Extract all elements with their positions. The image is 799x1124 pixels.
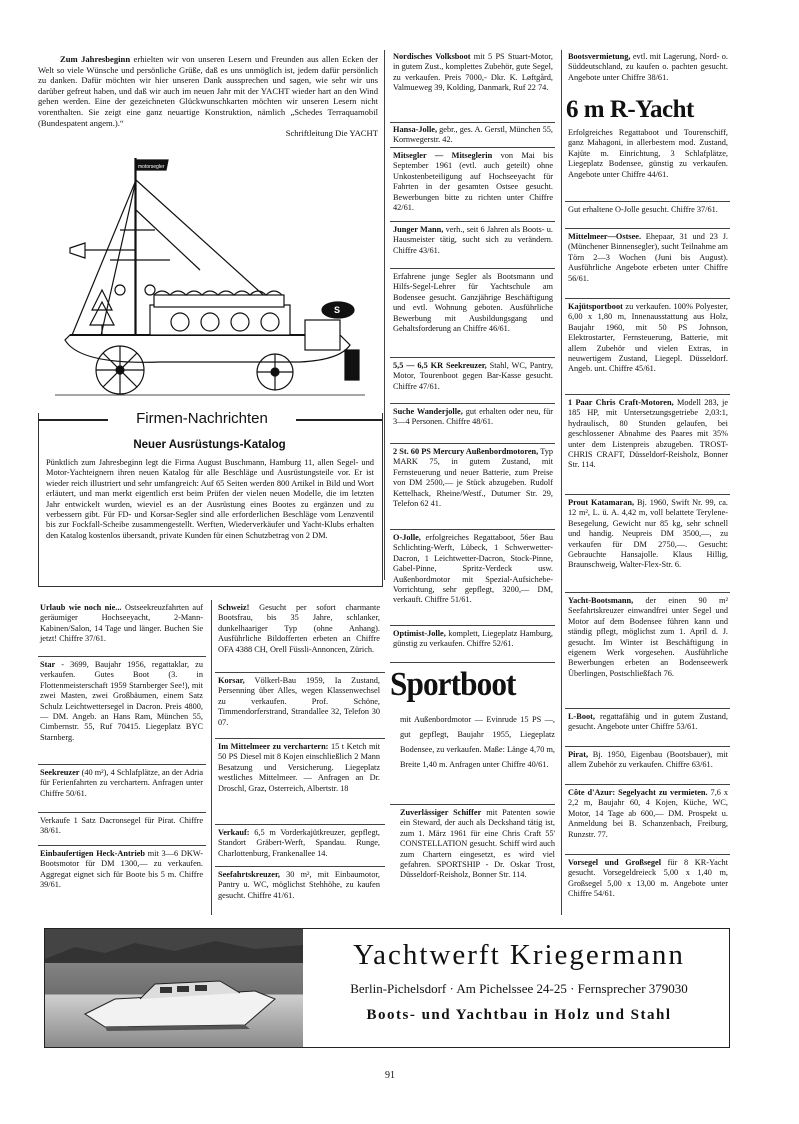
ad-l-boot: L-Boot, regattafähig und in gutem Zustand, gesucht. Angebote unter Chiffre 53/61. <box>568 712 728 732</box>
ad-divider <box>565 228 730 229</box>
sportboot-title: Sportboot <box>390 666 516 703</box>
ad-verkauf-kajuet: Verkauf: 6,5 m Vorderkajütkreuzer, gepflegt, Standort Gräbert-Werft, Spandau. Runge, Charlottenburg, Frankenallee 14. <box>218 828 380 858</box>
ad-divider <box>390 122 555 123</box>
ad-heck-antrieb: Einbaufertigen Heck-Antrieb mit 3—6 DKW-Bootsmotor für DM 1300,— zu verkaufen. Aggregat eignet sich für Boote bis 5 m. Chiffre 39/61. <box>40 849 203 890</box>
ad-o-jolle: O-Jolle, erfolgreiches Regattaboot, 56er Bau Schlichting-Werft, Lübeck, 1 Schwerwetter-Dacron, 1 Leichtwetter-Dacron, Stock-Pinne, Gabel-Pinne, Spritz-Verdeck usw. Außenbordmotor mit Spezial-Aufsichebe-Vorrichtung, sehr gepflegt, 3200,— DM, verkauft. Chiffre 51/61. <box>393 533 553 605</box>
col-divider-1 <box>384 50 385 580</box>
ad-divider <box>390 443 555 444</box>
ad-divider <box>565 784 730 785</box>
terraquamobil-illustration <box>50 150 372 400</box>
ad-chris-craft: 1 Paar Chris Craft-Motoren, Modell 283, je 185 HP, mit Untersetzungsgetriebe 2,03:1, hydraulisch, 80 Stunden gelaufen, bei geschlossener Abnahme des Paares mit 35% unter dem Listenpreis abzugeben. TROST-CHRIS CRAFT, Düsseldorf-Reisholz, Bonner Str. 114. <box>568 398 729 470</box>
ad-kr-seekreuzer: 5,5 — 6,5 KR Seekreuzer, Stahl, WC, Pantry, Motor, Tourenboot gegen Bar-Kasse gesucht. Chiffre 47/61. <box>393 361 553 391</box>
banner-boat-photo <box>45 929 303 1047</box>
ad-mittelmeer-chartern: Im Mittelmeer zu verchartern: 15 t Ketch mit 50 PS Diesel mit 8 Kojen einschließlich 2 Mann Besatzung und Versicherung. Liegeplatz westliches Mittelmeer. — Anfragen an Dr. Droschl, Graz, Osterreich, Albertstr. 18 <box>218 742 381 793</box>
ad-seefahrtskreuzer: Seefahrtskreuzer, 30 m², mit Einbaumotor, Pantry u. WC, möglichst Stehhöhe, zu kaufen gesucht. Chiffre 41/61. <box>218 870 380 900</box>
banner-kriegermann <box>44 928 730 1048</box>
ad-dacronsegel: Verkaufe 1 Satz Dacronsegel für Pirat. Chiffre 38/61. <box>40 816 203 836</box>
ad-optimist: Optimist-Jolle, komplett, Liegeplatz Hamburg, günstig zu verkaufen. Chiffre 52/61. <box>393 629 554 649</box>
ad-divider <box>565 854 730 855</box>
ad-cote-dazur: Côte d'Azur: Segelyacht zu vermieten. 7,6 x 2,2 m, Baujahr 60, 4 Kojen, Küche, WC, Motor, 14 Tage ab 600,— DM. Prospekt u. Anmeldung bei B. Schanzenbach, Freiburg, Runzstr. 77. <box>568 788 728 839</box>
ad-divider <box>38 812 206 813</box>
ad-divider <box>565 298 730 299</box>
banner-address: Berlin-Pichelsdorf · Am Pichelssee 24-25 · Fernsprecher 379030 <box>350 981 688 996</box>
ad-divider <box>390 268 555 269</box>
ad-divider <box>215 824 385 825</box>
ad-divider <box>390 625 555 626</box>
ad-divider <box>390 147 555 148</box>
ad-junger-mann: Junger Mann, verh., seit 6 Jahren als Boots- u. Hausmeister tätig, sucht sich zu verändern. Chiffre 43/61. <box>393 225 553 255</box>
ad-divider <box>565 746 730 747</box>
ad-bootsmann-lehrer: Erfahrene junge Segler als Bootsmann und Hilfs-Segel-Lehrer für Yachtschule am Bodensee gesucht. Ganzjährige Beschäftigung und evtl. Wohnung geboten. Ausführliche Bewerbung mit Ausbildungsgang und Gehaltsforderung an Chiffre 46/61. <box>393 272 553 334</box>
ad-divider <box>390 662 555 663</box>
ad-katamaran: Prout Katamaran, Bj. 1960, Swift Nr. 99, ca. 12 m², L. ü. A. 4,42 m, voll belattete Terylene-Besegelung, Gewicht nur 85 kg, sehr schnell und handig. Neupreis DM 3500,—, zu verkaufen für DM 2750,—. Gesucht: Gebrauchte Hansajolle. Klaus Hillig, Braunschweig, Walter-Flex-Str. 6. <box>568 498 729 570</box>
intro-signature: Schriftleitung Die YACHT <box>285 128 378 139</box>
ad-divider <box>390 221 555 222</box>
firmen-subheading: Neuer Ausrüstungs-Katalog <box>133 439 286 451</box>
ad-wanderjolle: Suche Wanderjolle, gut erhalten oder neu, für 3—4 Personen. Chiffre 48/61. <box>393 407 553 427</box>
ad-6mr-text: Erfolgreiches Regattaboot und Tourenschiff, ganz Mahagoni, in allerbestem mod. Zustand, Kajüte m. Einrichtung, 3 Schlafplätze, Liegeplatz Bodensee, günstig zu verkaufen. Angebote unter Chiffre 44/61. <box>568 128 728 179</box>
ad-urlaub: Urlaub wie noch nie... Ostseekreuzfahrten auf geräumiger Hochseeyacht, 2-Mann-Kabinen/Salon, 14 Tage und länger. Buchen Sie jetzt! Chiffre 37/61. <box>40 603 203 644</box>
ad-divider <box>390 357 555 358</box>
ad-divider <box>390 804 555 805</box>
ad-star: Star - 3699, Baujahr 1956, regattaklar, zu verkaufen. Gutes Boot (3. in Flottenmeisterschaft 1959 Starnberger See!), mit zwei Masten, zwei Großbäumen, einem Satz Schulz Leichtwettersegel in Dacron. Preis 4800,— DM. Angeb. an Hans Ram, München 55, Cimbernstr. 55, Ruf 70415. Liegeplatz BYC Starnberg. <box>40 660 203 742</box>
ad-divider <box>38 764 206 765</box>
ad-pirat: Pirat, Bj. 1950, Eigenbau (Bootsbauer), mit allem Zubehör zu verkaufen. Chiffre 63/61. <box>568 750 728 770</box>
badge-letter: S <box>334 305 341 315</box>
ad-volksboot: Nordisches Volksboot mit 5 PS Stuart-Motor, in gutem Zust., komplettes Zubehör, gute Segel, zu verkaufen. Preis 7000,- Dkr. K. Løftgård, Valmueweg 39, Kolding, Danmark, Ruf 22 74. <box>393 52 553 93</box>
ad-divider <box>565 394 730 395</box>
intro-block <box>38 54 378 139</box>
ad-hansa-jolle: Hansa-Jolle, gebr., ges. A. Gerstl, München 55, Kornwegerstr. 42. <box>393 125 553 145</box>
ad-divider <box>38 845 206 846</box>
ad-kajuetsportboot: Kajütsportboot zu verkaufen. 100% Polyester, 6,00 x 1,80 m, Innenausstattung aus Holz, Baujahr 1960, mit 50 PS Johnson, Elektrostarter, Fernsteuerung, Batterie, mit allem Zubehör und vielen Extras, in neuwertigem Zustand, Liegepl. Düsseldorf. Angeb. unt. Chiffre 45/61. <box>568 302 728 374</box>
ad-divider <box>390 403 555 404</box>
ad-bootsvermietung: Bootsvermietung, evtl. mit Lagerung, Nord- o. Süddeutschland, zu kaufen o. pachten gesucht. Angebote unter Chiffre 38/61. <box>568 52 729 82</box>
flag-text: motorsegler <box>138 164 165 170</box>
ad-divider <box>215 672 385 673</box>
ad-divider <box>565 708 730 709</box>
sportboot-text: mit Außenbordmotor — Evinrude 15 PS —, gut gepflegt, Baujahr 1955, Liegeplatz Bodensee, zu verkaufen. Maße: Länge 4,70 m, Breite 1,40 m. Anfragen unter Chiffre 40/61. <box>400 715 555 769</box>
ad-divider <box>38 656 206 657</box>
intro-text: erhielten wir von unseren Lesern und Freunden aus allen Ecken der Welt so viele Wünsche und persönliche Grüße, daß es uns unmöglich ist, jedem dafür persönlich zu danken. Dafür möchten wir hier unseren Dank aussprechen und sagen, wie sehr wir uns darüber gefreut haben, und daß wir auch im neuen Jahr mit der YACHT wieder hart an den Wind gehen werden. Eine der gezeichneten Glückwunschkarten möchten wir unseren Lesern nicht vorenthalten. Sie zeigt eine ganz neuartige Konstruktion, nämlich „Schedes Terraquamobil (Bundespatent angem.).“ <box>38 54 378 128</box>
boat-photo-drawing <box>45 929 303 1047</box>
ad-divider <box>390 529 555 530</box>
firmen-rule-left <box>38 419 108 421</box>
ad-divider <box>215 866 385 867</box>
ad-6mr-title: 6 m R-Yacht <box>566 96 694 123</box>
banner-slogan: Boots- und Yachtbau in Holz und Stahl <box>366 1007 672 1023</box>
terraquamobil-drawing <box>50 150 372 400</box>
firmen-heading: Firmen-Nachrichten <box>136 410 268 427</box>
ad-schweiz: Schweiz! Gesucht per sofort charmante Bootsfrau, bis 35 Jahre, schlanker, dunkelhaariger Typ (ohne Anhang). Ausführliche Bildofferten erbeten an Chiffre OFA 4388 CH, Orell Füssli-Annoncen, Zürich. <box>218 603 380 654</box>
ad-divider <box>565 494 730 495</box>
ad-seekreuzer-adria: Seekreuzer (40 m²), 4 Schlafplätze, an der Adria für Ferienfahrten zu verchartern. Anfragen unter Chiffre 50/61. <box>40 768 203 798</box>
ad-divider <box>565 201 730 202</box>
ad-schiffer: Zuverlässiger Schiffer mit Patenten sowie ein Steward, der auch als Deckshand tätig ist, zum 1. März 1961 für eine Chris Craft 55' CONSTELLATION gesucht. Schiff wird auch zum Chartern eingesetzt, es wird viel gefahren. SPORTSHIP - Dr. Oskar Trost, Düsseldorf-Reisholz, Bonner Str. 114. <box>400 808 555 880</box>
firmen-rule-right <box>296 419 382 421</box>
col-divider-2 <box>561 50 562 915</box>
page-number: 91 <box>385 1070 395 1081</box>
ad-mitsegler: Mitsegler — Mitseglerin von Mai bis September 1961 (evtl. auch geteilt) ohne Unkostenbeteiligung auf Hochseeyacht für Fahrten in der gesamten Ostsee gesucht. Bewerbungen bitte zu richten unter Chiffre 42/61. <box>393 151 553 213</box>
firmen-text: Pünktlich zum Jahresbeginn legt die Firma August Buschmann, Hamburg 11, allen Segel- und Motor-Yachteignern ihren neuen Katalog für alle Beschläge und Ausrüstungsteile vor. Er ist wieder reich illustriert und sehr umfangreich: Auf 65 Seiten werden 800 Artikel in Bild und Wort erläutert, und man merkt eigentlich erst beim Prüfen der vielen neuen Modelle, die im letzten Jahr entwickelt wurden, wieviel es an der Ausrüstung eines Bootes zu ergänzen und zu verbessern gibt. Für FD- und Korsar-Segler sind alle erforderlichen Beschläge vom Lenzventil bis zur Fockfall-Scheibe zusammengestellt. Werften, Wiederverkäufer und Yacht-Klubs erhalten den Katalog kostenlos übersandt, private Kunden für einen Schutzbetrag von 2 DM. <box>46 458 374 540</box>
col-divider-lower <box>211 600 212 915</box>
ad-yacht-bootsmann: Yacht-Bootsmann, der einen 90 m² Seefahrtskreuzer einwandfrei unter Segel und Motor auf dem Bodensee führen kann und ständig pflegt, möglichst zum 1. April d. J. gesucht. Im Winter ist Beschäftigung in eigenem Werk vorgesehen. Ausführliche Bewerbungen erbeten an Bodenseewerk Überlingen, Postschließfach 76. <box>568 596 728 678</box>
ad-divider <box>215 738 385 739</box>
ad-korsar: Korsar, Völkerl-Bau 1959, Ia Zustand, Persenning über Alles, wegen Klassenwechsel zu verkaufen. Prof. Schöne, Timmendorferstrand, Strandallee 32, Telefon 30 07. <box>218 676 380 727</box>
ad-vorsegel: Vorsegel und Großsegel für 8 KR-Yacht gesucht. Vorsegeldreieck 5,00 x 1,40 m, Großsegel 5,00 x 13,00 m. Angebote unter Chiffre 54/61. <box>568 858 729 899</box>
ad-o-jolle-gesucht: Gut erhaltene O-Jolle gesucht. Chiffre 37/61. <box>568 205 718 214</box>
banner-title: Yachtwerft Kriegermann <box>353 939 685 971</box>
ad-divider <box>565 592 730 593</box>
ad-mittelmeer-ostsee: Mittelmeer—Ostsee. Ehepaar, 31 und 23 J. (Münchener Binnensegler), sucht Teilnahme am Törn 2—3 Wochen (Juni bis August). Ausführliche Angebote erbeten unter Chiffre 56/61. <box>568 232 729 283</box>
intro-lead: Zum Jahresbeginn <box>60 54 131 64</box>
ad-mercury: 2 St. 60 PS Mercury Außenbordmotoren, Typ MARK 75, in gutem Zustand, mit Fernsteuerung und neuer Batterie, zum Preise von DM 2500,— je Stück abzugeben. Rudolf Kettelhack, Rheine/Westf., Dutumer Str. 29, Telefon 62 41. <box>393 447 553 509</box>
